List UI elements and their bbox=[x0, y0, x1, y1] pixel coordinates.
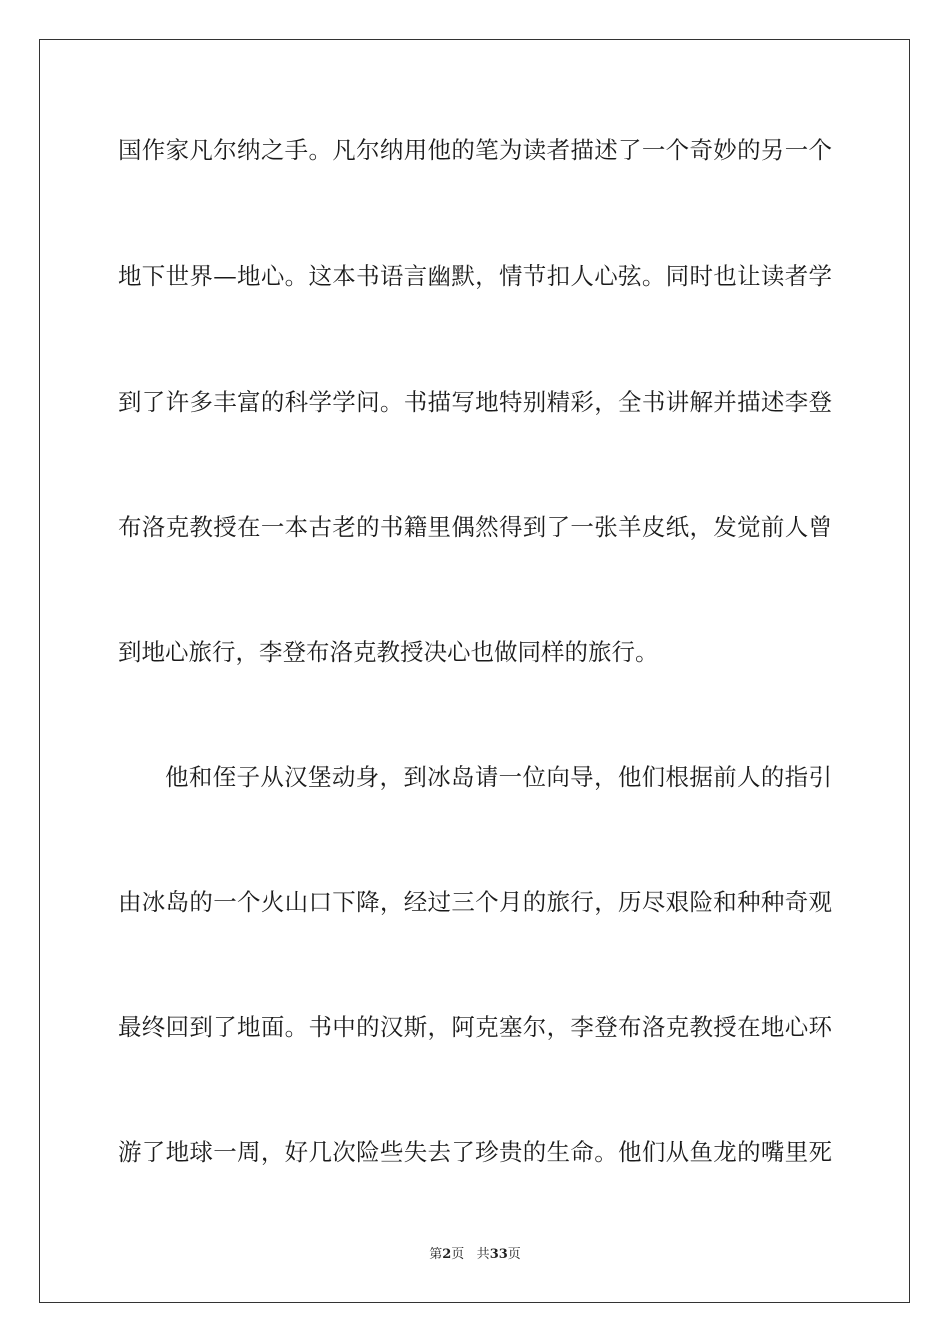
page-border bbox=[39, 39, 910, 1303]
footer-total-suffix: 页 bbox=[507, 1247, 521, 1262]
body-text-line-3: 到了许多丰富的科学学问。书描写地特别精彩，全书讲解并描述李登 bbox=[118, 388, 832, 416]
body-text-line-5: 到地心旅行，李登布洛克教授决心也做同样的旅行。 bbox=[118, 638, 659, 666]
body-text-line-8: 最终回到了地面。书中的汉斯，阿克塞尔，李登布洛克教授在地心环 bbox=[118, 1013, 832, 1041]
body-text-line-9: 游了地球一周，好几次险些失去了珍贵的生命。他们从鱼龙的嘴里死 bbox=[118, 1138, 832, 1166]
footer-total-prefix: 共 bbox=[476, 1247, 490, 1262]
body-text-line-6: 他和侄子从汉堡动身，到冰岛请一位向导，他们根据前人的指引 bbox=[165, 763, 832, 791]
footer-page-number: 2 bbox=[442, 1247, 452, 1262]
page-footer bbox=[0, 1246, 950, 1264]
footer-page-suffix: 页 bbox=[451, 1247, 465, 1262]
footer-total-pages: 33 bbox=[489, 1247, 508, 1262]
body-text-line-2: 地下世界—地心。这本书语言幽默，情节扣人心弦。同时也让读者学 bbox=[118, 262, 832, 290]
body-text-line-7: 由冰岛的一个火山口下降，经过三个月的旅行，历尽艰险和种种奇观 bbox=[118, 888, 832, 916]
footer-page-prefix: 第 bbox=[429, 1247, 443, 1262]
body-text-line-4: 布洛克教授在一本古老的书籍里偶然得到了一张羊皮纸，发觉前人曾 bbox=[118, 513, 832, 541]
body-text-line-1: 国作家凡尔纳之手。凡尔纳用他的笔为读者描述了一个奇妙的另一个 bbox=[118, 136, 832, 164]
